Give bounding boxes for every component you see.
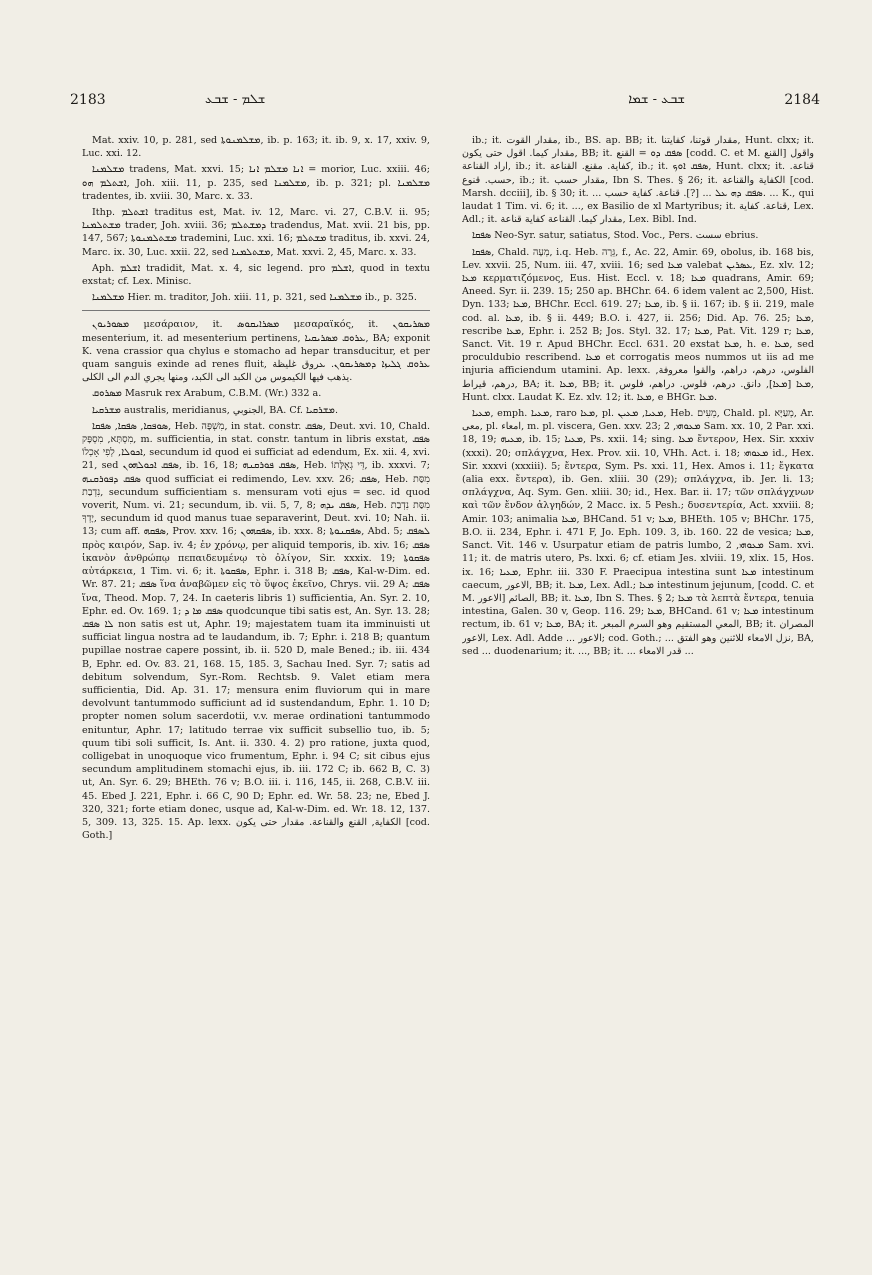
entry-paragraph: ܡܫܠܡܢܐ tradens, Mat. xxvi. 15; ܐܢܐ ܡܫܠܡ ܐܢܐ = morior, Luc. xxiii. 46; ܐܫܬܠܡ ܗܘ, Joh. xiii. 11, p. 235, sed ܡܫܠܡܢܐ, ib. p. 321; pl. ܡܫܠܡܢܐ tradentes, ib. xviii. 30, Marc. x. 33. bbox=[82, 164, 430, 202]
right-column bbox=[462, 134, 814, 1224]
entry-paragraph: Ithp. ܐܫܬܠܡ traditus est, Mat. iv. 12, Marc. vi. 27, C.B.V. ii. 95; ܡܫܬܠܡܢܐ trader, Joh. xviii. 36; ܕܡܫܬܠܡ tradendus, Mat. xvii. 21 bis, pp. 147, 567; ܡܫܬܠܡܢܘܬܐ trademini, Luc. xxi. 16; ܡܫܬܠܡ traditus, ib. xxvi. 24, Marc. ix. 30, Luc. xxii. 22, sed ܡܫܬܠܡܢܐ, Mat. xxvi. 2, 45, Marc. x. 33. bbox=[82, 207, 430, 258]
left-page-number: 2183 bbox=[70, 92, 106, 108]
left-running-head: ܫܠܡ - ܫܒܥ bbox=[205, 92, 266, 107]
entry-paragraph: ܡܫܪܩܝܐ australis, meridianus, الجنوبي, BA. Cf. ܡܫܪܩܝܐ. bbox=[92, 404, 339, 416]
entry-paragraph: ܡܥܝܐ, emph. ܡܥܝܐ, raro ܡܥܐ, pl. ܡܥܝܐ, ܡܥܝܢ, Heb. מֵעִים, Chald. pl. מְעַיָּא, Ar. معى, pl. امعاء, m. pl. viscera, Gen. xxv. 23; ܡܥܘܗܝ, 2 Sam. xx. 10, 2 Par. xxi. 18, 19; ܡܥܝܗ, ib. 15; ܡܥܝܐ, Ps. xxii. 14; sing. ܡܥܐ ἔντερον, Hex. Sir. xxxiv (xxxi). 20; σπλάγχνα, Hex. Prov. xii. 10, VHh. Act. i. 18; ܡܥܘܗܝ id., Hex. Sir. xxxvi (xxxiii). 5; ἔντερα, Sym. Ps. xxi. 11, Hex. Amos i. 11; ἔγκατα (alia exx. ἔντερα), ib. Gen. xliii. 30 (29); σπλάγχνα, ib. Jer. li. 13; σπλάγχνα, Aq. Sym. Gen. xliii. 30; id., Hex. Bar. ii. 17; τῶν σπλάγχνων καὶ τῶν ἔνδον ἀλγηδών, 2 Macc. ix. 5 Pesh.; δυσεντερία, Act. xxviii. 8; Amir. 103; animalia ܡܥܐ, BHCand. 51 v; ܡܥܐ, BHEth. 105 v; BHChr. 175, B.O. ii. 234, Ephr. i. 471 F, Jo. Eph. 109. 3, ib. 160. 22 de vesica; ܡܥܐ, Sanct. Vit. 146 v. Usurpatur etiam de patris lumbo, ܡܥܘܗܝ, 2 Sam. xvi. 11; it. de matris utero, Ps. lxxi. 6; cf. etiam Jes. xlviii. 19, xlix. 15, Hos. ix. 16; ܡܥܝܐ, Ephr. iii. 330 F. Praecipua intestina sunt ܡܥܐ intestinum caecum, الاعور, BB; it. ܡܥܐ, Lex. Adl.; ܡܥܐ intestinum jejunum, [codd. C. et M. الاعور] الصائم, BB; it. ܡܥܐ, Ibn S. Thes. § 2; ܡܥܐ τὰ λεπτὰ ἔντερα, tenuia intestina, Galen. 30 v, Geop. 116. 29; ܡܥܐ, BHCand. 61 v; ܡܥܐ intestinum rectum, ib. 61 v; ܡܥܐ, BA; it. المعي المستقيم وهو السرم المبعر, BB; it. المصران الاعور, Lex. Adl. Adde ... الاعور; cod. Goth.; ... نزل الامعاء للاثنين وهو الفتق, BA, sed ... duodenarium; it. ..., BB; it. ... قدر الامعاء ... bbox=[462, 408, 814, 657]
entry-paragraph: ܡܣܪܘܩ Masruk rex Arabum, C.B.M. (Wr.) 332 a. bbox=[92, 388, 322, 400]
entry-paragraph: ܣܦܩܐ Neo-Syr. satur, satiatus, Stod. Voc., Pers. سست ebrius. bbox=[472, 230, 759, 242]
left-column bbox=[82, 134, 430, 1224]
entry-paragraph: ܡܣܘܪܝܘܢ μεσάραιον, it. ܡܣܪܐܝܩܘܣ μεσαραϊκός, it. ܡܣܪܝܩܘܢ mesenterium, it. ad mesenterium pertinens, ܥܪܘܩ ܡܣܪܝܩܝܐ, BA; exponit K. vena crassior qua chylus e stomacho ad hepar transducitur, et per quam sanguis exinde ad renes fluit, ܥܪܘܩ ܓܠܝܙܐ ܕܡܣܪܝܩܘܢ. ܥروق غليظة يذهب فيها الكيموس من الكبد الى الكبد، ومنها يجري الدم الى الكلى. bbox=[82, 319, 430, 384]
entry-paragraph: Aph. ܐܫܠܡ tradidit, Mat. x. 4, sic legend. pro ܐܫܠܡ, quod in textu exstat; cf. Lex. Minisc. bbox=[82, 262, 430, 288]
entry-paragraph: Mat. xxiv. 10, p. 281, sed ܡܫܠܡܢܘܬܐ, ib. p. 163; it. ib. 9, x. 17, xxiv. 9, Luc. xxi. 12. bbox=[82, 135, 430, 160]
entry-paragraph: ܣܦܩܐ, Chald. מְעָה, i.q. Heb. גֵּרָה, f., Ac. 22, Amir. 69, obolus, ib. 168 bis, Lev. xxvii. 25, Num. iii. 47, xviii. 16; sed ܡܥܐ valebat ܥܣܪܝܢ, Ez. xlv. 12; ܡܥܐ κερματιζόμενος, Eus. Hist. Eccl. v. 18; ܡܥܐ quadrans, Amir. 69; Aneed. Syr. ii. 239. 15; 250 ap. BHChr. 64. 6 idem valent ac 2,500, Hist. Dyn. 133; ܡܥܐ, BHChr. Eccl. 619. 27; ܡܥܐ, ib. § ii. 167; ib. § ii. 219, male cod. al. ܡܥܐ, ib. § ii. 449; B.O. i. 427, ii. 256; Did. Ap. 76. 25; ܡܥܐ, rescribe ܡܥܐ, Ephr. i. 252 B; Jos. Styl. 32. 17; ܡܥܐ, Pat. Vit. 129 r; ܡܥܐ, Sanct. Vit. 19 r. Apud BHChr. Eccl. 631. 20 exstat ܡܥܐ, h. e. ܡܥܐ, sed proculdubio rescribend. ܡܥܐ et corrogatis meos nummos ut iis ad me injuria afficiendum utamini. Ap. lexx. الفلوس، درهم، دراهم، والقوا معروفة, درهم، قيراط, BA; it. ܡܥܐ, BB; it. ܡܥܐ [ܡܥܐ], دانق. درهم، فلوس. دراهم، فلوس, Hunt. clxx. Laudat K. Ez. xlv. 12; it. ܡܥܐ, e BHGr. ܡܥܐ. bbox=[462, 246, 814, 403]
entry-paragraph: ܡܫܠܡܢܐ Hier. m. traditor, Joh. xiii. 11, p. 321, sed ܡܫܠܡܢܐ ib., p. 325. bbox=[82, 291, 430, 311]
right-page-number: 2184 bbox=[784, 92, 820, 108]
right-running-head: ܫܒܥ - ܫܡܐ bbox=[628, 92, 685, 107]
entry-paragraph: ib.; it. مقدار القوت, ib., BS. ap. BB; it. مقدار قوتنا، كفايتنا, Hunt. clxx; it. مقدار كيما. اقول حتى يكون, BB; it. ܣܦܩ ܕܘ = القنع [codd. C. et M. القنع] واقول اراد القناعة, ib.; it. كفاية. مقنع. القناعة, ib.; it. ܣܦܩ ܐܘܟ, Hunt. clxx; it. قناعة. حسب. قنوع, ib.; it. مقدار حسب, Ibn S. Thes. § 26; it. الكفاية والقناعة [cod. Marsh. dcciii], ib. § 30; it. ... ܣܦܩ ܕܗ ܥܠ ... [?]. قناعة. كفاية حسب. ... K., qui laudat 1 Tim. vi. 6; it. ..., ex Basilio de xl Martyribus; it. قناعة. كفاية, Lex. Adl.; it. مقدار كيما. القناعة كفاية قناعة, Lex. Bibl. Ind. bbox=[462, 135, 814, 226]
page-header bbox=[70, 92, 820, 116]
entry-paragraph: ܣܘܦܩܐ, ܣܦܩܐ, ܣܦܩܐ, Heb. מִשְׁפָּה, in stat. constr. ܣܦܩ, Deut. xvi. 10, Chald. מִסְתָּא, מִסְפָּק, m. sufficientia, in stat. constr. tantum in libris exstat, ܣܦܩ ܐܟܘܠܐ, לְפִי אָכְלוֹ, secundum id quod ei sufficiat ad edendum, Ex. xii. 4, xvi. 21, sed ܣܦܩ ܐܟܘܠܗܘܢ, ib. 16, 18; ܣܦܩ ܦܘܪܩܢܗ, Heb. דֵּי גְאֻלָּתוֹ, ib. xxxvi. 7; ܣܦܩ ܕܦܘܪܩܢܗ quod sufficiat ei redimendo, Lev. xxv. 26; ܣܦܩ, Heb. מִסַּת נִדְבַת, secundum sufficientiam s. mensuram voti ejus = sec. id quod voverit, Num. vi. 21; secundum, ib. vii. 5, 7, 8; ܣܦܩ ܝܕܗ, Heb. מִסַּת נִדְבַת יָדְךָ, secundum id quod manus tuae separaverint, Deut. xvi. 10; Nah. ii. 13; cum aff. ܣܦܩܗ, Prov. xxv. 16; ܣܦܩܗܘܢ, ib. xxx. 8; ܣܦܩܢܘܬܐ, Abd. 5; ܠܣܦܩ πρὸς καιρόν, Sap. iv. 4; ἐν χρόνῳ, per aliquid temporis, ib. xiv. 16; ܣܦܩ ἱκανὸν ἀνθρώπῳ πεπαιδευμένῳ τὸ ὀλίγον, Sir. xxxix. 19; ܣܦܩܘܬܐ αὐτάρκεια, 1 Tim. vi. 6; it. ܣܦܩܘܬܐ, Ephr. i. 318 B; ܣܦܩ, Kal-w-Dim. ed. Wr. 87. 21; ܣܦܩ ἵνα ἀναβῶμεν εἰς τὸ ὕψος ἐκεῖνο, Chrys. vii. 29 A; ܣܦܩ ἵνα, Theod. Mop. 7, 24. In caeteris libris 1) sufficientia, An. Syr. 2. 10, Ephr. ed. Ov. 169. 1; ܣܦܩ ܡܐ ܕ quodcunque tibi satis est, An. Syr. 13. 28; ܠܐ ܣܦܩ non satis est ut, Aphr. 19; majestatem tuam ita imminuisti ut sufficiat lingua nostra ad te laudandum, ib. 7; Ephr. i. 218 B; quantum pupillae nostrae capere possint, ib. ii. 520 D, male Bened.; ib. iii. 434 B, Ephr. ed. Ov. 83. 21, 168. 15, 185. 3, Sachau Ined. Syr. 7; satis ad debitum solvendum, Syr.-Rom. Rechtsb. 9. Valet etiam mera sufficientia, Did. Ap. 31. 17; mensura enim fluviorum qui in mare devolvunt tantummodo sufficiunt ad id sustendandum, Ephr. 1. 10 D; propter nomen solum sacerdotii, v.v. merae ordinationi tantummodo enituntur, Aphr. 17; latitudo terrae vix sufficit subsellio tuo, ib. 5; quum tibi soli sufficit, Is. Ant. ii. 330. 4. 2) pro ratione, juxta quod, colligebat in unoquoque vico frumentum, Ephr. i. 94 C; sit cibus ejus secundum amplitudinem stomachi ejus, ib. iii. 172 C; ib. 662 B, C. 3) ut, An. Syr. 6. 29; BHEth. 76 v; B.O. iii. i. 116, 145, ii. 268, C.B.V. iii. 45. Ebed J. 221, Ephr. i. 66 C, 90 D; Ephr. ed. Wr. 58. 23; ne, Ebed J. 320, 321; forte etiam donec, usque ad, Kal-w-Dim. ed. Wr. 18. 12, 137. 5, 309. 13, 325. 15. Ap. lexx. الكفاية, القنع والقناعة. مقدار حتى يكون [cod. Goth.] bbox=[82, 420, 430, 842]
